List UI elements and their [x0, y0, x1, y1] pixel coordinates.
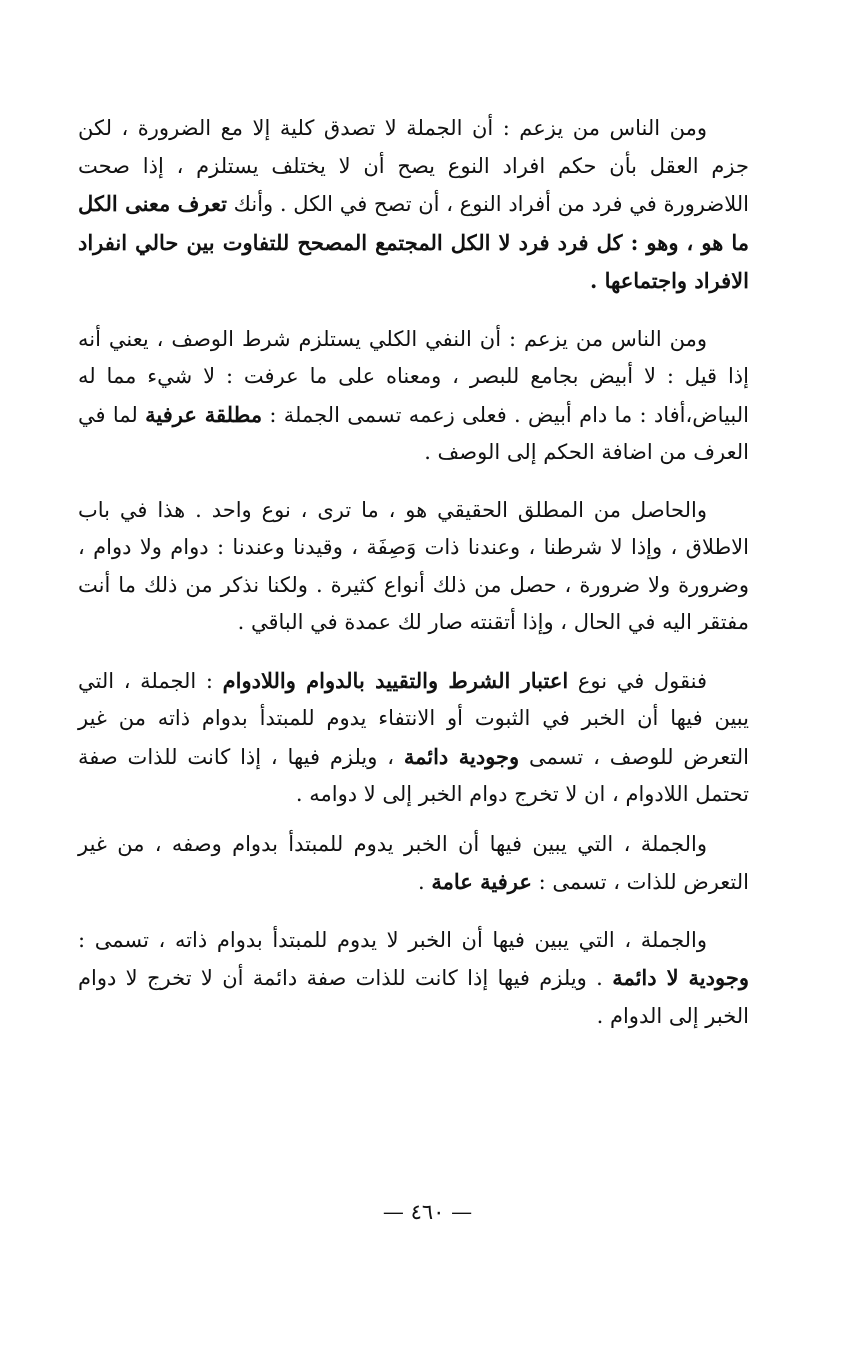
bold-term: وجودية لا دائمة [612, 965, 749, 990]
text-segment: ومن الناس من يزعم : أن الجملة لا تصدق كلية إلا مع الضرورة ، لكن جزم العقل بأن حكم افراد النوع يصح أن لا يختلف يستلزم ، إذا صحت اللاضرورة في فرد من أفراد النوع ، أن تصح في الكل . وأنك [78, 116, 749, 216]
paragraph [78, 492, 749, 642]
bold-term: وجودية دائمة [403, 743, 520, 769]
text-segment: والجملة ، التي يبين فيها أن الخبر لا يدوم للمبتدأ بدوام ذاته ، تسمى : [78, 927, 707, 952]
paragraph [78, 662, 749, 814]
page-number: — ٤٦٠ — [382, 1200, 473, 1224]
bold-term: اعتبار الشرط والتقييد بالدوام واللادوام [222, 667, 569, 693]
text-segment: ومن الناس من يزعم : أن النفي الكلي يستلزم شرط الوصف ، يعني أنه إذا قيل : لا أبيض بجامع للبصر ، ومعناه على ما عرفت : لا شيء مما له البياض،أفاد : ما دام أبيض . فعلى زعمه تسمى الجملة : [78, 326, 749, 427]
text-segment: ، ويلزم فيها ، إذا كانت للذات صفة تحتمل اللادوام ، ان لا تخرج دوام الخبر إلى لا دوامه . [78, 744, 749, 806]
paragraph [78, 922, 749, 1036]
text-segment: : الجملة ، التي يبين فيها أن الخبر في الثبوت أو الانتفاء يدوم للمبتدأ بدوام ذاته من غير التعرض للوصف ، تسمى [78, 668, 749, 769]
text-segment: والجملة ، التي يبين فيها أن الخبر يدوم للمبتدأ بدوام وصفه ، من غير التعرض للذات ، تسمى : [78, 831, 749, 894]
bold-term: تعرف معنى الكل ما هو ، وهو : كل فرد فرد لا الكل المجتمع المصحح للتفاوت بين حالي انفراد الافراد واجتماعها . [78, 191, 749, 293]
text-segment: لما في العرف من اضافة الحكم إلى الوصف . [78, 402, 749, 464]
text-segment: . [418, 870, 432, 894]
paragraph [78, 321, 749, 472]
bold-term: عرفية عامة [431, 869, 532, 894]
paragraph [78, 826, 749, 902]
bold-term: مطلقة عرفية [145, 401, 263, 427]
paragraph [78, 110, 749, 301]
text-segment: والحاصل من المطلق الحقيقي هو ، ما ترى ، نوع واحد . هذا في باب الاطلاق ، وإذا لا شرطنا ، وعندنا ذات وَصِفَة ، وقيدنا وعندنا : دوام ولا دوام ، وضرورة ولا ضرورة ، حصل من ذلك أنواع كثيرة . ولكنا نذكر من ذلك ما أنت مفتقر اليه في الحال ، وإذا أتقنته صار لك عمدة في الباقي . [78, 497, 749, 634]
page-body [78, 110, 749, 1035]
text-segment: فنقول في نوع [568, 668, 707, 693]
text-segment: . ويلزم فيها إذا كانت للذات صفة دائمة أن لا تخرج لا دوام الخبر إلى الدوام . [78, 966, 749, 1028]
